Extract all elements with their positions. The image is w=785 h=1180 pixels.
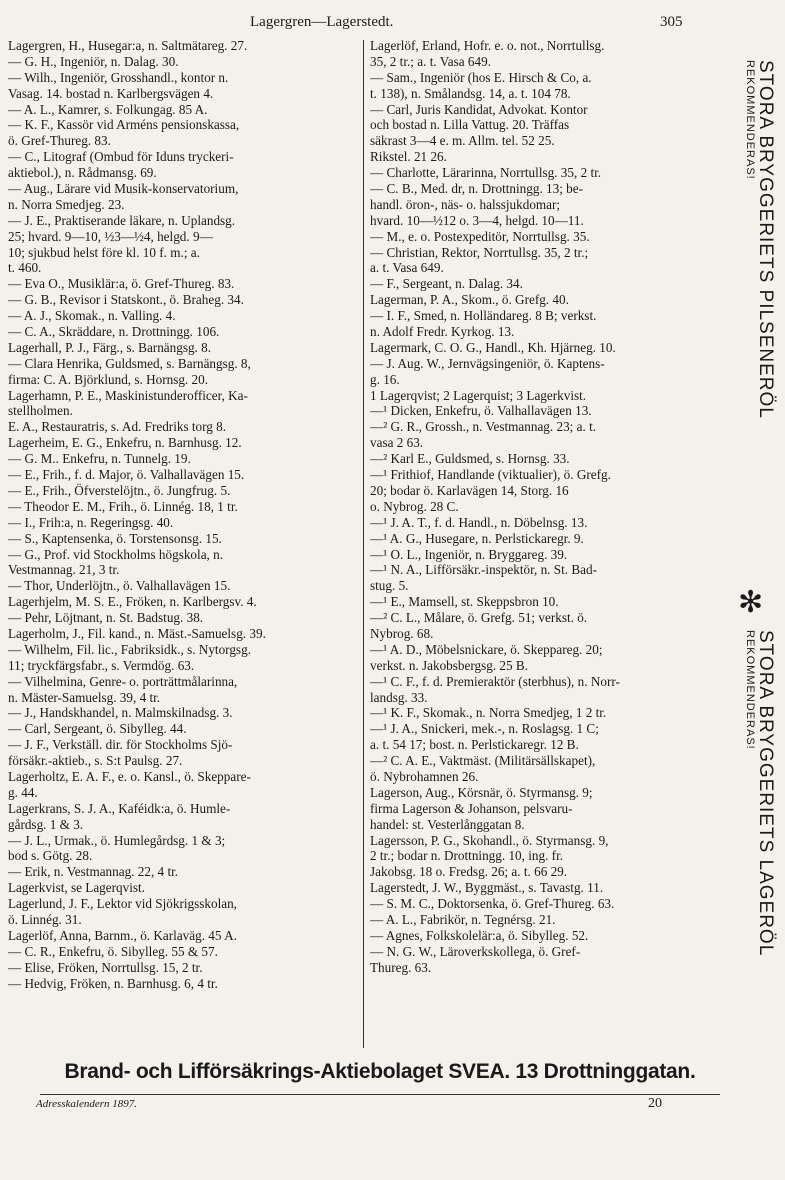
right-column-entry: — Agnes, Folkskolelär:a, ö. Sibylleg. 52. — [370, 927, 589, 943]
right-column-entry: 35, 2 tr.; a. t. Vasa 649. — [370, 53, 491, 69]
right-column-entry: — Christian, Rektor, Norrtullsg. 35, 2 tr.; — [370, 244, 589, 260]
left-column-entry: Lagerkrans, S. J. A., Kaféidk:a, ö. Humle- — [8, 800, 231, 816]
page-number: 305 — [660, 14, 683, 30]
left-column-entry: Lagerlund, J. F., Lektor vid Sjökrigsskolan, — [8, 896, 237, 912]
left-column-entry: — S., Kaptensenka, ö. Torstensonsg. 15. — [8, 530, 222, 546]
left-column-entry: — G., Prof. vid Stockholms högskola, n. — [8, 546, 224, 562]
left-column-entry: 11; tryckfärgsfabr., s. Vermdög. 63. — [8, 657, 195, 673]
right-column-entry: handel: st. Vesterlånggatan 8. — [370, 816, 525, 832]
right-column-entry: —¹ J. A. T., f. d. Handl., n. Döbelnsg. 13. — [370, 514, 588, 530]
left-column-entry: Lagerkvist, se Lagerqvist. — [8, 880, 145, 896]
left-column-entry: — C. A., Skräddare, n. Drottningg. 106. — [8, 324, 220, 340]
right-column-entry: —¹ A. D., Möbelsnickare, ö. Skeppareg. 20; — [370, 641, 603, 657]
right-column — [370, 38, 722, 976]
left-column-entry: 10; sjukbud helst före kl. 10 f. m.; a. — [8, 244, 200, 260]
left-column-entry: — Erik, n. Vestmannag. 22, 4 tr. — [8, 864, 179, 880]
right-column-entry: säkrast 3—4 e. m. Allm. tel. 52 25. — [370, 133, 555, 149]
right-column-entry: Thureg. 63. — [370, 959, 432, 975]
right-column-entry: 2 tr.; bodar n. Drottningg. 10, ing. fr. — [370, 848, 564, 864]
right-column-entry: g. 16. — [370, 371, 400, 387]
left-column-entry: — Theodor E. M., Frih., ö. Linnég. 18, 1 tr. — [8, 498, 238, 514]
side-ad-lagerol-main: STORA BRYGGERIETS LAGERÖL — [755, 630, 776, 957]
left-column-entry: ö. Linnég. 31. — [8, 911, 82, 927]
left-column-entry: firma: C. A. Björklund, s. Hornsg. 20. — [8, 371, 209, 387]
right-column-entry: —¹ C. F., f. d. Premieraktör (sterbhus), n. Norr- — [370, 673, 620, 689]
left-column — [8, 38, 360, 991]
right-column-entry: Jakobsg. 18 o. Fredsg. 26; a. t. 66 29. — [370, 864, 568, 880]
left-column-entry: — Clara Henrika, Guldsmed, s. Barnängsg. 8, — [8, 355, 251, 371]
right-column-entry: —¹ O. L., Ingeniör, n. Bryggareg. 39. — [370, 546, 568, 562]
right-column-entry: — F., Sergeant, n. Dalag. 34. — [370, 276, 523, 292]
left-column-entry: stellholmen. — [8, 403, 73, 419]
right-column-entry: stug. 5. — [370, 578, 409, 594]
left-column-entry: Lagerholtz, E. A. F., e. o. Kansl., ö. Skeppare- — [8, 768, 251, 784]
left-column-entry: bod s. Götg. 28. — [8, 848, 93, 864]
right-column-entry: —¹ Dicken, Enkefru, ö. Valhallavägen 13. — [370, 403, 592, 419]
left-column-entry: Lagerhjelm, M. S. E., Fröken, n. Karlbergsv. 4. — [8, 594, 257, 610]
right-column-entry: Lagerman, P. A., Skom., ö. Grefg. 40. — [370, 292, 569, 308]
running-title: Lagergren—Lagerstedt. — [250, 14, 394, 30]
left-column-entry: — C., Litograf (Ombud för Iduns tryckeri- — [8, 149, 234, 165]
right-column-entry: —¹ E., Mamsell, st. Skeppsbron 10. — [370, 594, 559, 610]
left-column-entry: — Eva O., Musiklär:a, ö. Gref-Thureg. 83. — [8, 276, 235, 292]
right-column-entry: — Carl, Juris Kandidat, Advokat. Kontor — [370, 101, 588, 117]
right-column-entry: —¹ J. A., Snickeri, mek.-, n. Roslagsg. 1 C; — [370, 721, 599, 737]
left-column-entry: — G. M.. Enkefru, n. Tunnelg. 19. — [8, 451, 191, 467]
right-column-entry: Lagerlöf, Erland, Hofr. e. o. not., Norrtullsg. — [370, 38, 605, 53]
left-column-entry: Lagerheim, E. G., Enkefru, n. Barnhusg. 12. — [8, 435, 242, 451]
left-column-entry: Vasag. 14. bostad n. Karlbergsvägen 4. — [8, 85, 214, 101]
left-column-entry: Vestmannag. 21, 3 tr. — [8, 562, 120, 578]
right-column-entry: firma Lagerson & Johanson, pelsvaru- — [370, 800, 573, 816]
left-column-entry: — A. L., Kamrer, s. Folkungag. 85 A. — [8, 101, 208, 117]
left-column-entry: — G. H., Ingeniör, n. Dalag. 30. — [8, 53, 179, 69]
right-column-entry: 1 Lagerqvist; 2 Lagerquist; 3 Lagerkvist. — [370, 387, 587, 403]
side-ad-pilsener-sub: REKOMMENDERAS! — [744, 60, 756, 180]
right-column-entry: —¹ A. G., Husegare, n. Perlstickaregr. 9. — [370, 530, 584, 546]
advertisement-banner: Brand- och Lifförsäkrings-Aktiebolaget SVEA. 13 Drottninggatan. — [64, 1060, 696, 1083]
footer-publication: Adresskalendern 1897. — [36, 1098, 138, 1110]
left-column-entry: — Wilhelm, Fil. lic., Fabriksidk., s. Nytorgsg. — [8, 641, 251, 657]
right-column-entry: —² C. A. E., Vaktmäst. (Militärsällskapet), — [370, 753, 596, 769]
left-column-entry: — Elise, Fröken, Norrtullsg. 15, 2 tr. — [8, 959, 203, 975]
right-column-entry: — I. F., Smed, n. Holländareg. 8 B; verkst. — [370, 308, 597, 324]
right-column-entry: —² Karl E., Guldsmed, s. Hornsg. 33. — [370, 451, 570, 467]
left-column-entry: t. 460. — [8, 260, 42, 276]
footer-sheet-number: 20 — [648, 1096, 662, 1111]
left-column-entry: — Wilh., Ingeniör, Grosshandl., kontor n. — [8, 69, 229, 85]
left-column-entry: — C. R., Enkefru, ö. Sibylleg. 55 & 57. — [8, 943, 218, 959]
footer-rule — [40, 1094, 720, 1095]
left-column-entry: — J. E., Praktiserande läkare, n. Uplandsg. — [8, 212, 236, 228]
left-column-entry: Lagerlöf, Anna, Barnm., ö. Karlaväg. 45 A. — [8, 927, 237, 943]
star-ornament-icon: ✻ — [738, 585, 764, 620]
left-column-entry: försäkr.-aktieb., s. S:t Paulsg. 27. — [8, 753, 183, 769]
right-column-entry: — A. L., Fabrikör, n. Tegnérsg. 21. — [370, 911, 556, 927]
left-column-entry: g. 44. — [8, 784, 38, 800]
left-column-entry: — I., Frih:a, n. Regeringsg. 40. — [8, 514, 174, 530]
right-column-entry: Lagersson, P. G., Skohandl., ö. Styrmansg. 9, — [370, 832, 609, 848]
left-column-entry: — J. L., Urmak., ö. Humlegårdsg. 1 & 3; — [8, 832, 226, 848]
side-ad-pilsener-main: STORA BRYGGERIETS PILSENERÖL — [755, 60, 776, 419]
left-column-entry: n. Norra Smedjeg. 23. — [8, 196, 125, 212]
right-column-entry: — Charlotte, Lärarinna, Norrtullsg. 35, 2 tr. — [370, 165, 602, 181]
left-column-entry: — E., Frih., f. d. Major, ö. Valhallavägen 15. — [8, 467, 245, 483]
right-column-entry: Nybrog. 68. — [370, 625, 434, 641]
right-column-entry: landsg. 33. — [370, 689, 428, 705]
right-column-entry: — C. B., Med. dr, n. Drottningg. 13; be- — [370, 181, 584, 197]
right-column-entry: vasa 2 63. — [370, 435, 424, 451]
right-column-entry: Lagermark, C. O. G., Handl., Kh. Hjärneg. 10. — [370, 339, 616, 355]
right-column-entry: n. Adolf Fredr. Kyrkog. 13. — [370, 324, 515, 340]
right-column-entry: Lagerstedt, J. W., Byggmäst., s. Tavastg. 11. — [370, 880, 604, 896]
left-column-entry: gårdsg. 1 & 3. — [8, 816, 84, 832]
left-column-entry: — G. B., Revisor i Statskont., ö. Braheg. 34. — [8, 292, 244, 308]
right-column-entry: handl. öron-, näs- o. halssjukdomar; — [370, 196, 561, 212]
left-column-entry: — J., Handskhandel, n. Malmskilnadsg. 3. — [8, 705, 233, 721]
right-column-entry: —² G. R., Grossh., n. Vestmannag. 23; a. t. — [370, 419, 597, 435]
right-column-entry: — Sam., Ingeniör (hos E. Hirsch & Co, a. — [370, 69, 592, 85]
right-column-entry: —¹ N. A., Lifförsäkr.-inspektör, n. St. Bad- — [370, 562, 597, 578]
right-column-entry: —¹ Frithiof, Handlande (viktualier), ö. Grefg. — [370, 467, 611, 483]
left-column-entry: Lagerhall, P. J., Färg., s. Barnängsg. 8. — [8, 339, 212, 355]
right-column-entry: a. t. Vasa 649. — [370, 260, 444, 276]
left-column-entry: Lagerholm, J., Fil. kand., n. Mäst.-Samuelsg. 39. — [8, 625, 266, 641]
left-column-entry: n. Mäster-Samuelsg. 39, 4 tr. — [8, 689, 161, 705]
left-column-entry: — K. F., Kassör vid Arméns pensionskassa, — [8, 117, 240, 133]
left-column-entry: — E., Frih., Öfverstelöjtn., ö. Jungfrug. 5. — [8, 482, 231, 498]
right-column-entry: t. 138), n. Smålandsg. 14, a. t. 104 78. — [370, 85, 571, 101]
right-column-entry: o. Nybrog. 28 C. — [370, 498, 459, 514]
left-column-entry: — Thor, Underlöjtn., ö. Valhallavägen 15. — [8, 578, 231, 594]
side-ad-lagerol-sub: REKOMMENDERAS! — [744, 630, 756, 750]
right-column-entry: — N. G. W., Läroverkskollega, ö. Gref- — [370, 943, 581, 959]
left-column-entry: — Aug., Lärare vid Musik-konservatorium, — [8, 181, 239, 197]
left-column-entry: — Carl, Sergeant, ö. Sibylleg. 44. — [8, 721, 187, 737]
right-column-entry: och bostad n. Lilla Vattug. 20. Träffas — [370, 117, 570, 133]
right-column-entry: verkst. n. Jakobsbergsg. 25 B. — [370, 657, 528, 673]
left-column-entry: — Hedvig, Fröken, n. Barnhusg. 6, 4 tr. — [8, 975, 218, 991]
right-column-entry: Rikstel. 21 26. — [370, 149, 447, 165]
right-column-entry: —¹ K. F., Skomak., n. Norra Smedjeg, 1 2 tr. — [370, 705, 607, 721]
left-column-entry: E. A., Restauratris, s. Ad. Fredriks torg 8. — [8, 419, 227, 435]
right-column-entry: — M., e. o. Postexpeditör, Norrtullsg. 35. — [370, 228, 590, 244]
left-column-entry: ö. Gref-Thureg. 83. — [8, 133, 111, 149]
right-column-entry: ö. Nybrohamnen 26. — [370, 768, 479, 784]
left-column-entry: — Pehr, Löjtnant, n. St. Badstug. 38. — [8, 610, 204, 626]
right-column-entry: a. t. 54 17; bost. n. Perlstickaregr. 12 B. — [370, 737, 579, 753]
right-column-entry: — S. M. C., Doktorsenka, ö. Gref-Thureg. 63. — [370, 896, 615, 912]
left-column-entry: — A. J., Skomak., n. Valling. 4. — [8, 308, 176, 324]
left-column-entry: — Vilhelmina, Genre- o. porträttmålarinna, — [8, 673, 238, 689]
left-column-entry: 25; hvard. 9—10, ½3—½4, helgd. 9— — [8, 228, 213, 244]
right-column-entry: —² C. L., Målare, ö. Grefg. 51; verkst. ö. — [370, 610, 588, 626]
right-column-entry: 20; bodar ö. Karlavägen 14, Storg. 16 — [370, 482, 569, 498]
left-column-entry: Lagerhamn, P. E., Maskinistunderofficer, Ka- — [8, 387, 248, 403]
column-divider — [363, 40, 364, 1048]
right-column-entry: hvard. 10—½12 o. 3—4, helgd. 10—11. — [370, 212, 584, 228]
left-column-entry: — J. F., Verkställ. dir. för Stockholms Sjö- — [8, 737, 233, 753]
right-column-entry: Lagerson, Aug., Körsnär, ö. Styrmansg. 9; — [370, 784, 593, 800]
side-ad-lagerol — [728, 630, 776, 1180]
left-column-entry: Lagergren, H., Husegar:a, n. Saltmätareg. 27. — [8, 38, 248, 53]
page-header — [0, 14, 720, 36]
right-column-entry: — J. Aug. W., Jernvägsingeniör, ö. Kaptens- — [370, 355, 605, 371]
left-column-entry: aktiebol.), n. Rådmansg. 69. — [8, 165, 157, 181]
